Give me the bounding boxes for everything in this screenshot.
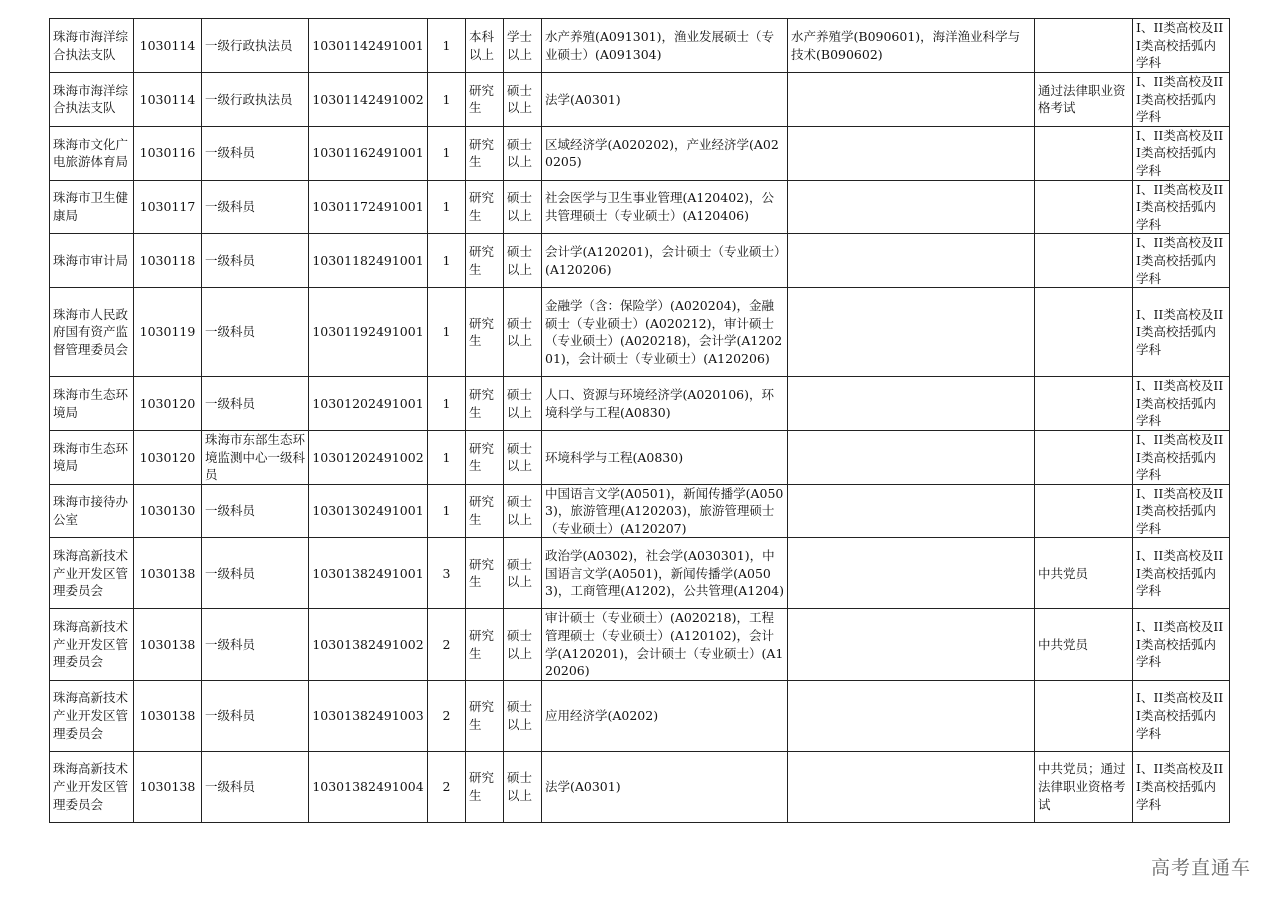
hire-count-cell: 1	[428, 73, 466, 127]
other-requirements-cell: 中共党员；通过法律职业资格考试	[1035, 751, 1133, 822]
table-body	[50, 19, 1230, 823]
school-scope-cell: I、II类高校及III类高校括弧内学科	[1133, 73, 1230, 127]
degree-cell: 硕士以上	[504, 751, 542, 822]
undergraduate-majors-cell: 水产养殖学(B090601)，海洋渔业科学与技术(B090602)	[788, 19, 1035, 73]
hire-count-cell: 1	[428, 430, 466, 484]
table-row	[50, 288, 1230, 377]
table-row	[50, 234, 1230, 288]
unit-code-cell: 1030114	[134, 73, 202, 127]
education-cell: 研究生	[466, 180, 504, 234]
position-name-cell: 一级科员	[202, 609, 309, 680]
undergraduate-majors-cell	[788, 234, 1035, 288]
recruitment-table	[49, 18, 1230, 823]
unit-code-cell: 1030117	[134, 180, 202, 234]
degree-cell: 硕士以上	[504, 609, 542, 680]
table-row	[50, 180, 1230, 234]
hire-count-cell: 2	[428, 680, 466, 751]
other-requirements-cell	[1035, 126, 1133, 180]
degree-cell: 硕士以上	[504, 377, 542, 431]
position-name-cell: 一级科员	[202, 680, 309, 751]
education-cell: 研究生	[466, 126, 504, 180]
unit-code-cell: 1030138	[134, 751, 202, 822]
education-cell: 研究生	[466, 609, 504, 680]
position-code-cell: 10301382491002	[309, 609, 428, 680]
education-cell: 研究生	[466, 430, 504, 484]
undergraduate-majors-cell	[788, 288, 1035, 377]
undergraduate-majors-cell	[788, 377, 1035, 431]
table-row	[50, 126, 1230, 180]
graduate-majors-cell: 金融学（含：保险学）(A020204)，金融硕士（专业硕士）(A020212)，审计硕士（专业硕士）(A020218)，会计学(A120201)，会计硕士（专业硕士）(A120206)	[542, 288, 788, 377]
unit-cell: 珠海高新技术产业开发区管理委员会	[50, 538, 134, 609]
position-name-cell: 一级行政执法员	[202, 19, 309, 73]
unit-code-cell: 1030138	[134, 609, 202, 680]
hire-count-cell: 1	[428, 377, 466, 431]
position-code-cell: 10301142491001	[309, 19, 428, 73]
hire-count-cell: 2	[428, 751, 466, 822]
watermark-text: 高考直通车	[1150, 857, 1251, 879]
undergraduate-majors-cell	[788, 484, 1035, 538]
other-requirements-cell	[1035, 377, 1133, 431]
graduate-majors-cell: 政治学(A0302)，社会学(A030301)，中国语言文学(A0501)，新闻传播学(A0503)，工商管理(A1202)，公共管理(A1204)	[542, 538, 788, 609]
unit-code-cell: 1030130	[134, 484, 202, 538]
unit-cell: 珠海高新技术产业开发区管理委员会	[50, 680, 134, 751]
position-name-cell: 一级行政执法员	[202, 73, 309, 127]
degree-cell: 硕士以上	[504, 538, 542, 609]
table-row	[50, 538, 1230, 609]
unit-cell: 珠海市审计局	[50, 234, 134, 288]
graduate-majors-cell: 中国语言文学(A0501)，新闻传播学(A0503)，旅游管理(A120203)，旅游管理硕士（专业硕士）(A120207)	[542, 484, 788, 538]
school-scope-cell: I、II类高校及III类高校括弧内学科	[1133, 180, 1230, 234]
school-scope-cell: I、II类高校及III类高校括弧内学科	[1133, 430, 1230, 484]
table-row	[50, 73, 1230, 127]
unit-cell: 珠海市海洋综合执法支队	[50, 19, 134, 73]
hire-count-cell: 1	[428, 484, 466, 538]
hire-count-cell: 1	[428, 234, 466, 288]
school-scope-cell: I、II类高校及III类高校括弧内学科	[1133, 126, 1230, 180]
graduate-majors-cell: 环境科学与工程(A0830)	[542, 430, 788, 484]
unit-code-cell: 1030120	[134, 377, 202, 431]
position-code-cell: 10301162491001	[309, 126, 428, 180]
position-code-cell: 10301192491001	[309, 288, 428, 377]
hire-count-cell: 1	[428, 19, 466, 73]
undergraduate-majors-cell	[788, 609, 1035, 680]
unit-cell: 珠海市文化广电旅游体育局	[50, 126, 134, 180]
degree-cell: 学士以上	[504, 19, 542, 73]
hire-count-cell: 1	[428, 126, 466, 180]
degree-cell: 硕士以上	[504, 484, 542, 538]
school-scope-cell: I、II类高校及III类高校括弧内学科	[1133, 609, 1230, 680]
position-code-cell: 10301302491001	[309, 484, 428, 538]
unit-cell: 珠海市海洋综合执法支队	[50, 73, 134, 127]
position-name-cell: 一级科员	[202, 234, 309, 288]
undergraduate-majors-cell	[788, 538, 1035, 609]
degree-cell: 硕士以上	[504, 73, 542, 127]
position-name-cell: 一级科员	[202, 538, 309, 609]
degree-cell: 硕士以上	[504, 180, 542, 234]
table-row	[50, 751, 1230, 822]
hire-count-cell: 2	[428, 609, 466, 680]
graduate-majors-cell: 会计学(A120201)，会计硕士（专业硕士）(A120206)	[542, 234, 788, 288]
other-requirements-cell	[1035, 234, 1133, 288]
unit-code-cell: 1030116	[134, 126, 202, 180]
undergraduate-majors-cell	[788, 73, 1035, 127]
position-code-cell: 10301202491001	[309, 377, 428, 431]
graduate-majors-cell: 水产养殖(A091301)，渔业发展硕士（专业硕士）(A091304)	[542, 19, 788, 73]
other-requirements-cell: 中共党员	[1035, 538, 1133, 609]
unit-code-cell: 1030119	[134, 288, 202, 377]
unit-cell: 珠海市卫生健康局	[50, 180, 134, 234]
table-row	[50, 430, 1230, 484]
graduate-majors-cell: 社会医学与卫生事业管理(A120402)，公共管理硕士（专业硕士）(A120406)	[542, 180, 788, 234]
unit-cell: 珠海市人民政府国有资产监督管理委员会	[50, 288, 134, 377]
school-scope-cell: I、II类高校及III类高校括弧内学科	[1133, 377, 1230, 431]
graduate-majors-cell: 审计硕士（专业硕士）(A020218)，工程管理硕士（专业硕士）(A120102)，会计学(A120201)，会计硕士（专业硕士）(A120206)	[542, 609, 788, 680]
position-name-cell: 一级科员	[202, 377, 309, 431]
education-cell: 研究生	[466, 234, 504, 288]
position-name-cell: 一级科员	[202, 484, 309, 538]
table-row	[50, 609, 1230, 680]
position-code-cell: 10301202491002	[309, 430, 428, 484]
position-name-cell: 一级科员	[202, 180, 309, 234]
unit-cell: 珠海高新技术产业开发区管理委员会	[50, 609, 134, 680]
table-row	[50, 377, 1230, 431]
education-cell: 研究生	[466, 377, 504, 431]
graduate-majors-cell: 区域经济学(A020202)，产业经济学(A020205)	[542, 126, 788, 180]
graduate-majors-cell: 法学(A0301)	[542, 751, 788, 822]
other-requirements-cell	[1035, 484, 1133, 538]
unit-cell: 珠海市生态环境局	[50, 430, 134, 484]
position-code-cell: 10301172491001	[309, 180, 428, 234]
position-code-cell: 10301382491003	[309, 680, 428, 751]
education-cell: 本科以上	[466, 19, 504, 73]
degree-cell: 硕士以上	[504, 234, 542, 288]
other-requirements-cell	[1035, 19, 1133, 73]
graduate-majors-cell: 法学(A0301)	[542, 73, 788, 127]
education-cell: 研究生	[466, 73, 504, 127]
table-row	[50, 484, 1230, 538]
unit-code-cell: 1030138	[134, 538, 202, 609]
position-name-cell: 一级科员	[202, 751, 309, 822]
position-code-cell: 10301182491001	[309, 234, 428, 288]
undergraduate-majors-cell	[788, 180, 1035, 234]
undergraduate-majors-cell	[788, 430, 1035, 484]
table-row	[50, 680, 1230, 751]
position-code-cell: 10301382491001	[309, 538, 428, 609]
school-scope-cell: I、II类高校及III类高校括弧内学科	[1133, 680, 1230, 751]
position-name-cell: 一级科员	[202, 288, 309, 377]
school-scope-cell: I、II类高校及III类高校括弧内学科	[1133, 19, 1230, 73]
position-name-cell: 一级科员	[202, 126, 309, 180]
education-cell: 研究生	[466, 680, 504, 751]
unit-code-cell: 1030114	[134, 19, 202, 73]
other-requirements-cell: 中共党员	[1035, 609, 1133, 680]
position-code-cell: 10301142491002	[309, 73, 428, 127]
unit-code-cell: 1030120	[134, 430, 202, 484]
education-cell: 研究生	[466, 484, 504, 538]
other-requirements-cell	[1035, 288, 1133, 377]
graduate-majors-cell: 应用经济学(A0202)	[542, 680, 788, 751]
degree-cell: 硕士以上	[504, 126, 542, 180]
unit-cell: 珠海市接待办公室	[50, 484, 134, 538]
other-requirements-cell	[1035, 680, 1133, 751]
school-scope-cell: I、II类高校及III类高校括弧内学科	[1133, 538, 1230, 609]
undergraduate-majors-cell	[788, 680, 1035, 751]
position-code-cell: 10301382491004	[309, 751, 428, 822]
unit-cell: 珠海高新技术产业开发区管理委员会	[50, 751, 134, 822]
other-requirements-cell: 通过法律职业资格考试	[1035, 73, 1133, 127]
other-requirements-cell	[1035, 430, 1133, 484]
table-row	[50, 19, 1230, 73]
school-scope-cell: I、II类高校及III类高校括弧内学科	[1133, 234, 1230, 288]
education-cell: 研究生	[466, 751, 504, 822]
undergraduate-majors-cell	[788, 751, 1035, 822]
position-name-cell: 珠海市东部生态环境监测中心一级科员	[202, 430, 309, 484]
unit-code-cell: 1030118	[134, 234, 202, 288]
other-requirements-cell	[1035, 180, 1133, 234]
degree-cell: 硕士以上	[504, 288, 542, 377]
unit-cell: 珠海市生态环境局	[50, 377, 134, 431]
unit-code-cell: 1030138	[134, 680, 202, 751]
school-scope-cell: I、II类高校及III类高校括弧内学科	[1133, 288, 1230, 377]
degree-cell: 硕士以上	[504, 430, 542, 484]
hire-count-cell: 3	[428, 538, 466, 609]
undergraduate-majors-cell	[788, 126, 1035, 180]
degree-cell: 硕士以上	[504, 680, 542, 751]
hire-count-cell: 1	[428, 180, 466, 234]
graduate-majors-cell: 人口、资源与环境经济学(A020106)，环境科学与工程(A0830)	[542, 377, 788, 431]
hire-count-cell: 1	[428, 288, 466, 377]
school-scope-cell: I、II类高校及III类高校括弧内学科	[1133, 751, 1230, 822]
education-cell: 研究生	[466, 538, 504, 609]
education-cell: 研究生	[466, 288, 504, 377]
school-scope-cell: I、II类高校及III类高校括弧内学科	[1133, 484, 1230, 538]
